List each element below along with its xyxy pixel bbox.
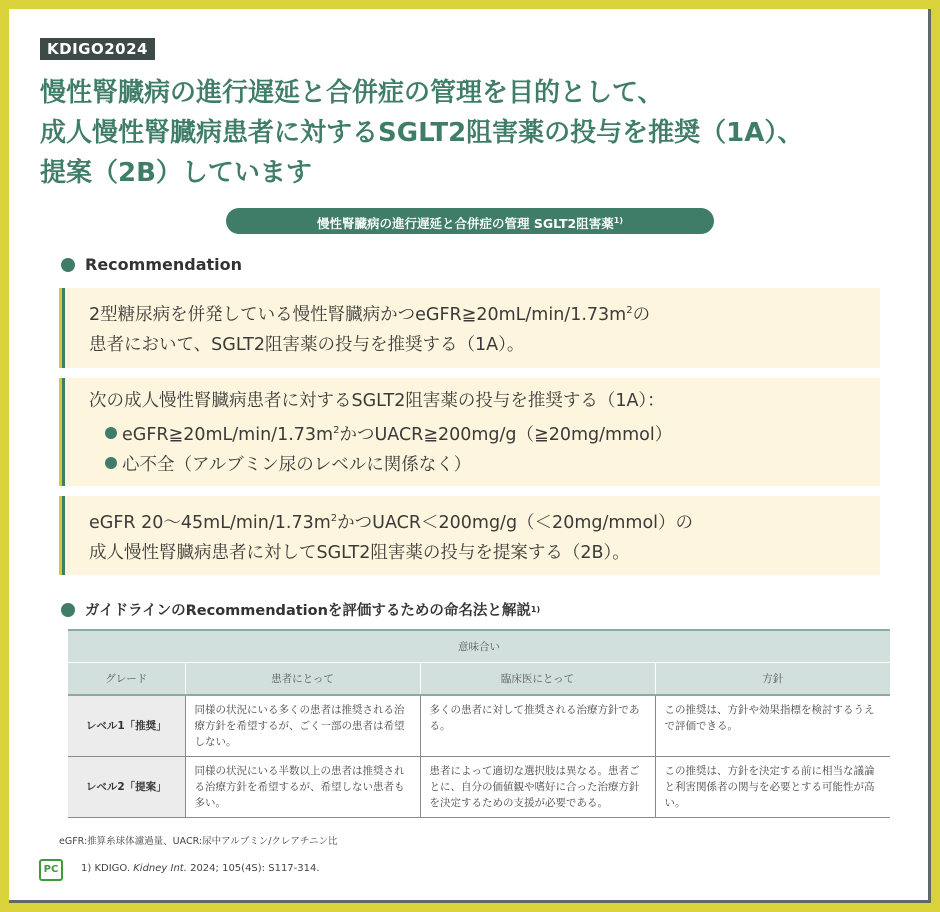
recommendation-box-1	[59, 288, 880, 368]
rec3-line-2: 成人慢性腎臓病患者に対してSGLT2阻害薬の投与を提案する（2B）。	[89, 542, 630, 563]
recommendation-box-3	[59, 496, 880, 575]
recommendation-heading-text: Recommendation	[85, 255, 242, 274]
abbreviation-footnote: eGFR:推算糸球体濾過量、UACR:尿中アルブミン/クレアチニン比	[59, 836, 338, 847]
rec3-line-1	[89, 504, 880, 538]
clinician-cell: 患者によって適切な選択肢は異なる。患者ごとに、自分の価値観や嗜好に合った治療方針を決定するための支援が必要である。	[420, 757, 655, 818]
patient-cell: 同様の状況にいる半数以上の患者は推奨される治療方針を希望するが、希望しない患者も多い。	[185, 757, 420, 818]
bullet-dot-icon	[105, 457, 117, 469]
recommendation-box-2	[59, 378, 880, 486]
rec3-line-1-suffix: かつUACR＜200mg/g（＜20mg/mmol）の	[337, 512, 694, 533]
page	[9, 9, 931, 903]
table-row	[68, 757, 890, 818]
headline-line-1: 慢性腎臓病の進行遅延と合併症の管理を目的として、	[40, 78, 664, 108]
rec2-bullet-1-text: eGFR≧20mL/min/1.73m	[122, 424, 334, 445]
guideline-heading	[61, 599, 540, 620]
guideline-heading-text: ガイドラインのRecommendationを評価するための命名法と解説	[85, 603, 531, 619]
grade-table	[68, 629, 890, 818]
rec3-line-1-text: eGFR 20～45mL/min/1.73m	[89, 512, 331, 533]
guideline-heading-superscript: 1)	[530, 605, 541, 614]
column-header-grade: グレード	[68, 663, 185, 696]
pill-superscript: 1)	[613, 216, 623, 225]
policy-cell: この推奨は、方針や効果指標を検討するうえで評価できる。	[655, 695, 890, 757]
rec2-bullet-2	[89, 450, 880, 480]
bullet-dot-icon	[105, 427, 117, 439]
rec1-line-1-text: 2型糖尿病を併発している慢性腎臓病かつeGFR≧20mL/min/1.73m	[89, 304, 627, 325]
headline-line-2: 成人慢性腎臓病患者に対するSGLT2阻害薬の投与を推奨（1A）、	[40, 118, 804, 148]
pill-text: 慢性腎臓病の進行遅延と合併症の管理 SGLT2阻害薬	[317, 216, 614, 232]
patient-cell: 同様の状況にいる多くの患者は推奨される治療方針を希望するが、ごく一部の患者は希望しない。	[185, 695, 420, 757]
rec3-superscript: 2	[330, 513, 338, 524]
rec1-superscript: 2	[626, 305, 633, 316]
bullet-dot-icon	[61, 603, 75, 617]
rec2-superscript: 2	[333, 425, 340, 436]
reference-suffix: 2024; 105(4S): S117-314.	[186, 863, 320, 874]
policy-cell: この推奨は、方針を決定する前に相当な議論と利害関係者の関与を必要とする可能性が高い。	[655, 757, 890, 818]
meaning-header: 意味合い	[68, 630, 890, 663]
rec2-bullet-1	[89, 416, 880, 450]
table-row	[68, 695, 890, 757]
bullet-dot-icon	[61, 258, 75, 272]
clinician-cell: 多くの患者に対して推奨される治療方針である。	[420, 695, 655, 757]
column-header-clinician: 臨床医にとって	[420, 663, 655, 696]
rec2-line-1: 次の成人慢性腎臓病患者に対するSGLT2阻害薬の投与を推奨する（1A）：	[89, 391, 665, 411]
rec1-line-1-suffix: の	[632, 304, 651, 325]
rec1-line-2: 患者において、SGLT2阻害薬の投与を推奨する（1A）。	[89, 334, 525, 355]
headline-line-3: 提案（2B）しています	[40, 158, 312, 188]
table-header-row	[68, 663, 890, 696]
headline	[40, 73, 910, 193]
grade-cell: レベル2「提案」	[68, 757, 185, 818]
column-header-patient: 患者にとって	[185, 663, 420, 696]
reference-journal: Kidney Int.	[133, 863, 187, 874]
rec1-line-1	[89, 296, 880, 330]
section-pill	[226, 208, 714, 234]
rec2-bullet-1-suffix: かつUACR≧200mg/g（≧20mg/mmol）	[339, 424, 673, 445]
kdigo-tag: KDIGO2024	[40, 38, 155, 60]
rec2-bullet-2-text: 心不全（アルブミン尿のレベルに関係なく）	[122, 454, 472, 475]
reference-prefix: 1) KDIGO.	[81, 863, 134, 874]
table-header-row	[68, 630, 890, 663]
grade-cell: レベル1「推奨」	[68, 695, 185, 757]
reference	[81, 863, 320, 874]
recommendation-heading	[61, 255, 242, 274]
pc-logo-icon: PC	[39, 859, 63, 881]
column-header-policy: 方針	[655, 663, 890, 696]
